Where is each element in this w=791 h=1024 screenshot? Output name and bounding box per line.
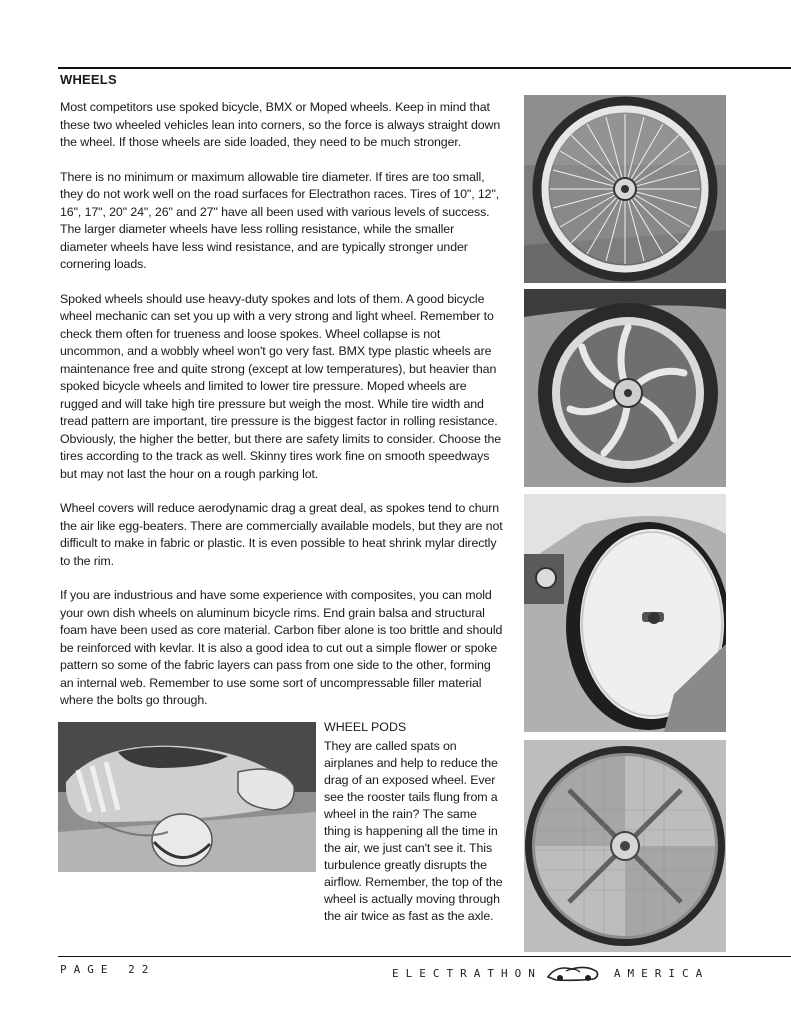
footer-brand <box>392 963 709 983</box>
bottom-rule <box>58 956 791 957</box>
electrathon-logo-icon <box>546 963 602 983</box>
paragraph: If you are industrious and have some experience with composites, you can mold your own dish wheels on aluminum bicycle rims. End grain balsa and structural foam have been used as core material. Carbon fiber alone is too brittle and should be reinforced with kevlar. It is also a good idea to cut out a simple flower or spoke pattern so some of the fabric layers can pass from one side to the other, forming an internal web. Remember to use some sort of uncompressable filler material where the bolts go through. <box>60 588 503 707</box>
spoked-wheel-photo <box>524 95 726 283</box>
footer-brand-left: ELECTRATHON <box>392 966 542 980</box>
paragraph: Most competitors use spoked bicycle, BMX or Moped wheels. Keep in mind that these two wheeled vehicles lean into corners, so the force is always straight down the wheel. If those wheels are side loaded, they need to be much stronger. <box>60 100 501 149</box>
body-text <box>60 99 504 727</box>
wheel-pods-vehicle-photo <box>58 722 316 872</box>
dish-wheel-photo <box>524 740 726 952</box>
wheel-pods-title: WHEEL PODS <box>324 720 407 734</box>
paragraph: There is no minimum or maximum allowable tire diameter. If tires are too small, they do not work well on the road surfaces for Electrathon races. Tires of 10", 12", 16", 17", 20" 24", 26" and 27" have all been used with various levels of success. The larger diameter wheels have less rolling resistance, while the smaller diameter wheels have less wind resistance, and are typically stronger under cornering loads. <box>60 169 500 271</box>
section-title: WHEELS <box>60 72 117 87</box>
footer-brand-right: AMERICA <box>613 966 710 980</box>
covered-wheel-photo <box>524 494 726 732</box>
mag-wheel-photo <box>524 289 726 487</box>
paragraph: Spoked wheels should use heavy-duty spokes and lots of them. A good bicycle wheel mechanic can set you up with a very strong and light wheel. Remember to check them often for trueness and loose spokes. Wheel collapse is not uncommon, and a wobbly wheel won't go very fast. BMX type plastic wheels are maintenance free and quite strong (except at low temperatures), but heavier than spoked bicycle wheels and limited to lower tire pressure. Moped wheels are rugged and will take high tire pressure but weigh the most. While tire width and tread pattern are important, tire pressure is the biggest factor in rolling resistance. Obviously, the higher the better, but there are safety limits to consider. Choose the tires according to the track as well. Skinny tires work fine on smooth speedways but may not last the hour on a rough parking lot. <box>60 291 502 481</box>
page-number: PAGE 22 <box>60 963 156 976</box>
wheel-pods-text: They are called spats on airplanes and help to reduce the drag of an exposed wheel. Ever see the rooster tails flung from a wheel in the rain? The same thing is happening all the time in the air, we just can't see it. This turbulence greatly disrupts the airflow. Remember, the top of the wheel is actually moving through the air twice as fast as the axle. <box>324 739 503 923</box>
paragraph: Wheel covers will reduce aerodynamic drag a great deal, as spokes tend to churn the air like egg-beaters. There are commercially available models, but they are not difficult to make in fabric or plastic. It is even possible to heat shrink mylar directly to the rim. <box>60 501 503 568</box>
top-rule <box>58 67 791 69</box>
